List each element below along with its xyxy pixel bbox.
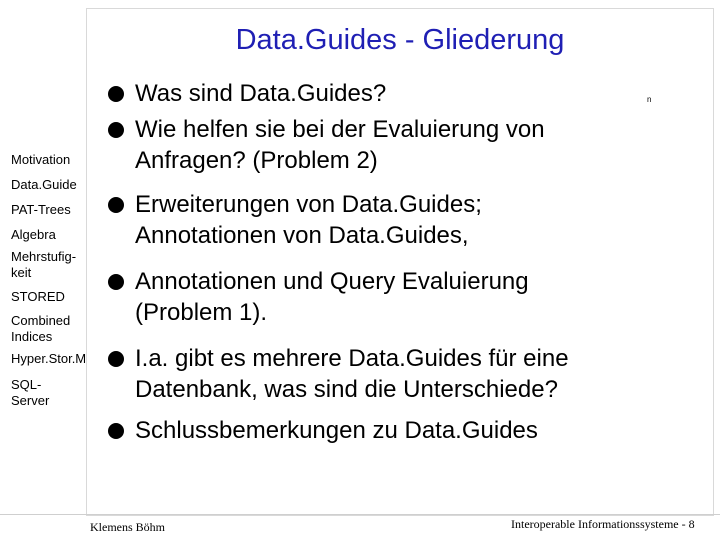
sidebar-item-label: Algebra <box>11 227 56 242</box>
bullet-text: I.a. gibt es mehrere Data.Guides für eine <box>135 345 569 372</box>
sidebar-item-pat-trees[interactable] <box>11 202 93 218</box>
sidebar-item-label: STORED <box>11 289 65 304</box>
sidebar-item-algebra[interactable] <box>11 227 93 243</box>
bullet-dot <box>108 197 124 213</box>
sidebar-item-sql-server[interactable] <box>11 377 93 409</box>
sidebar-item-dataguide[interactable] <box>11 177 93 193</box>
bullet-text: Erweiterungen von Data.Guides; <box>135 191 482 218</box>
sidebar-item-stored[interactable] <box>11 289 93 305</box>
footer-divider <box>0 514 720 515</box>
bullet-dot <box>108 86 124 102</box>
bullet-text: Wie helfen sie bei der Evaluierung von <box>135 116 545 143</box>
bullet-dot <box>108 122 124 138</box>
bullet-text: Annotationen und Query Evaluierung <box>135 268 529 295</box>
sidebar-item-hyperstorm[interactable] <box>11 351 93 367</box>
slide-title: Data.Guides - Gliederung <box>235 24 565 56</box>
bullet-text: Datenbank, was sind die Unterschiede? <box>135 376 558 403</box>
bullet-text: Anfragen? (Problem 2) <box>135 147 378 174</box>
sidebar-item-label: PAT-Trees <box>11 202 71 217</box>
slide-marker: n <box>647 95 652 104</box>
bullet-text: (Problem 1). <box>135 299 268 326</box>
sidebar-item-label: Combined <box>11 313 71 328</box>
footer-author: Klemens Böhm <box>90 520 165 534</box>
bullet-dot <box>108 423 124 439</box>
bullet-dot <box>108 274 124 290</box>
sidebar-item-label: Indices <box>11 329 53 344</box>
sidebar-item-combined-indices[interactable] <box>11 313 93 345</box>
sidebar-item-label: Mehrstufig- <box>11 249 77 264</box>
bullet-text: Annotationen von Data.Guides, <box>135 222 469 249</box>
sidebar-item-label: Server <box>11 393 50 408</box>
bullet-text: Was sind Data.Guides? <box>135 80 387 107</box>
bullet-text: Schlussbemerkungen zu Data.Guides <box>135 417 538 444</box>
bullet-dot <box>108 351 124 367</box>
sidebar-item-label: Data.Guide <box>11 177 77 192</box>
sidebar-item-label: keit <box>11 265 32 280</box>
sidebar-item-mehrstufigkeit[interactable] <box>11 249 93 281</box>
sidebar-item-motivation[interactable] <box>11 152 93 168</box>
footer-course: Interoperable Informationssysteme - 8 <box>511 517 695 531</box>
sidebar-item-label: Hyper.Stor.M <box>11 351 87 366</box>
sidebar-item-label: SQL- <box>11 377 42 392</box>
sidebar-item-label: Motivation <box>11 152 71 167</box>
